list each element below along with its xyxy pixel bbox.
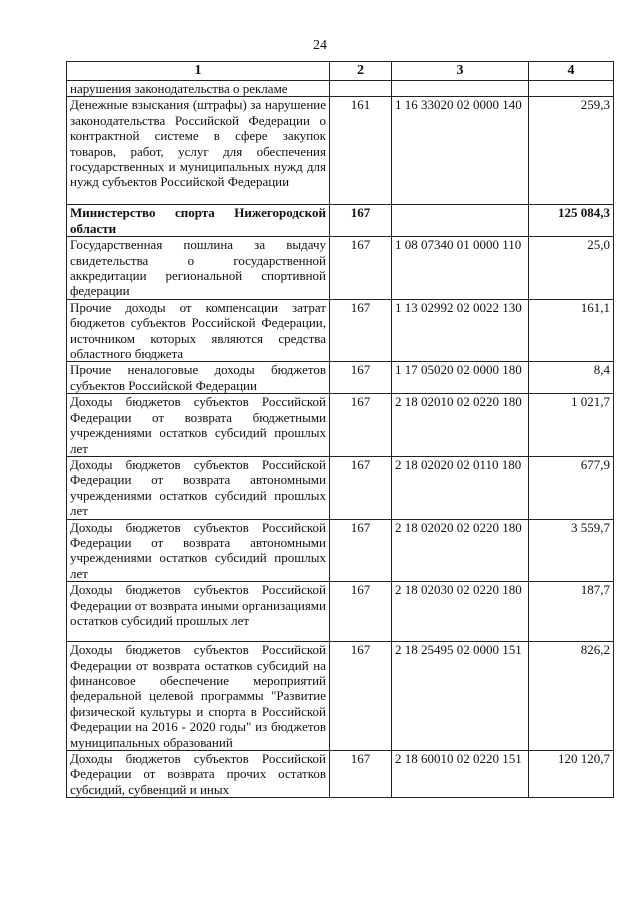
row-amount: 677,9 [529, 456, 614, 519]
revenue-table [66, 61, 614, 798]
row-name: Доходы бюджетов субъектов Российской Федерации от возврата автономными учреждениями остатков субсидий прошлых лет [67, 456, 330, 519]
row-name: Прочие неналоговые доходы бюджетов субъектов Российской Федерации [67, 362, 330, 394]
row-code: 167 [330, 205, 392, 237]
row-name: Прочие доходы от компенсации затрат бюджетов субъектов Российской Федерации, источником которых являются средства областного бюджета [67, 299, 330, 362]
table-row [67, 582, 614, 642]
table-row [67, 642, 614, 751]
row-code: 167 [330, 237, 392, 300]
row-code: 167 [330, 362, 392, 394]
row-kbk [392, 81, 529, 97]
row-name: Денежные взыскания (штрафы) за нарушение законодательства Российской Федерации о контрактной системе в сфере закупок товаров, работ, услуг для обеспечения государственных и муниципальных нужд для нужд субъектов Российской Федерации [67, 97, 330, 205]
row-amount: 8,4 [529, 362, 614, 394]
row-code: 167 [330, 751, 392, 798]
row-code: 167 [330, 582, 392, 642]
row-amount: 3 559,7 [529, 519, 614, 582]
table-row [67, 519, 614, 582]
table-body [67, 81, 614, 798]
row-code: 167 [330, 519, 392, 582]
row-kbk: 2 18 02020 02 0220 180 [392, 519, 529, 582]
row-kbk: 2 18 60010 02 0220 151 [392, 751, 529, 798]
row-amount: 125 084,3 [529, 205, 614, 237]
row-code: 167 [330, 642, 392, 751]
column-header-3: 3 [392, 62, 529, 81]
row-code: 167 [330, 394, 392, 457]
row-name: Доходы бюджетов субъектов Российской Федерации от возврата остатков субсидий на финансовое обеспечение мероприятий федеральной целевой программы "Развитие физической культуры и спорта в Российской Федерации на 2016 - 2020 годы" из бюджетов муниципальных образований [67, 642, 330, 751]
row-kbk: 1 08 07340 01 0000 110 [392, 237, 529, 300]
table-row [67, 237, 614, 300]
table-row [67, 362, 614, 394]
row-code [330, 81, 392, 97]
row-amount: 1 021,7 [529, 394, 614, 457]
row-kbk [392, 205, 529, 237]
row-code: 161 [330, 97, 392, 205]
table-row [67, 299, 614, 362]
row-kbk: 1 13 02992 02 0022 130 [392, 299, 529, 362]
row-amount: 826,2 [529, 642, 614, 751]
row-amount: 25,0 [529, 237, 614, 300]
row-kbk: 2 18 02020 02 0110 180 [392, 456, 529, 519]
row-kbk: 1 16 33020 02 0000 140 [392, 97, 529, 205]
row-amount: 259,3 [529, 97, 614, 205]
row-amount: 120 120,7 [529, 751, 614, 798]
row-amount: 161,1 [529, 299, 614, 362]
table-row [67, 81, 614, 97]
row-name: нарушения законодательства о рекламе [67, 81, 330, 97]
column-header-2: 2 [330, 62, 392, 81]
row-name: Доходы бюджетов субъектов Российской Федерации от возврата прочих остатков субсидий, субвенций и иных [67, 751, 330, 798]
row-name: Доходы бюджетов субъектов Российской Федерации от возврата автономными учреждениями остатков субсидий прошлых лет [67, 519, 330, 582]
column-header-4: 4 [529, 62, 614, 81]
row-kbk: 2 18 02030 02 0220 180 [392, 582, 529, 642]
table-row [67, 751, 614, 798]
table-row [67, 97, 614, 205]
row-amount [529, 81, 614, 97]
row-name: Доходы бюджетов субъектов Российской Федерации от возврата бюджетными учреждениями остатков субсидий прошлых лет [67, 394, 330, 457]
row-amount: 187,7 [529, 582, 614, 642]
column-header-1: 1 [67, 62, 330, 81]
row-name: Министерство спорта Нижегородской области [67, 205, 330, 237]
table-row [67, 205, 614, 237]
row-name: Государственная пошлина за выдачу свидетельства о государственной аккредитации региональной спортивной федерации [67, 237, 330, 300]
table-row [67, 394, 614, 457]
row-kbk: 1 17 05020 02 0000 180 [392, 362, 529, 394]
table-row [67, 456, 614, 519]
row-name: Доходы бюджетов субъектов Российской Федерации от возврата иными организациями остатков субсидий прошлых лет [67, 582, 330, 642]
row-code: 167 [330, 456, 392, 519]
table-header-row [67, 62, 614, 81]
row-kbk: 2 18 02010 02 0220 180 [392, 394, 529, 457]
row-kbk: 2 18 25495 02 0000 151 [392, 642, 529, 751]
row-code: 167 [330, 299, 392, 362]
page-number: 24 [313, 38, 327, 53]
